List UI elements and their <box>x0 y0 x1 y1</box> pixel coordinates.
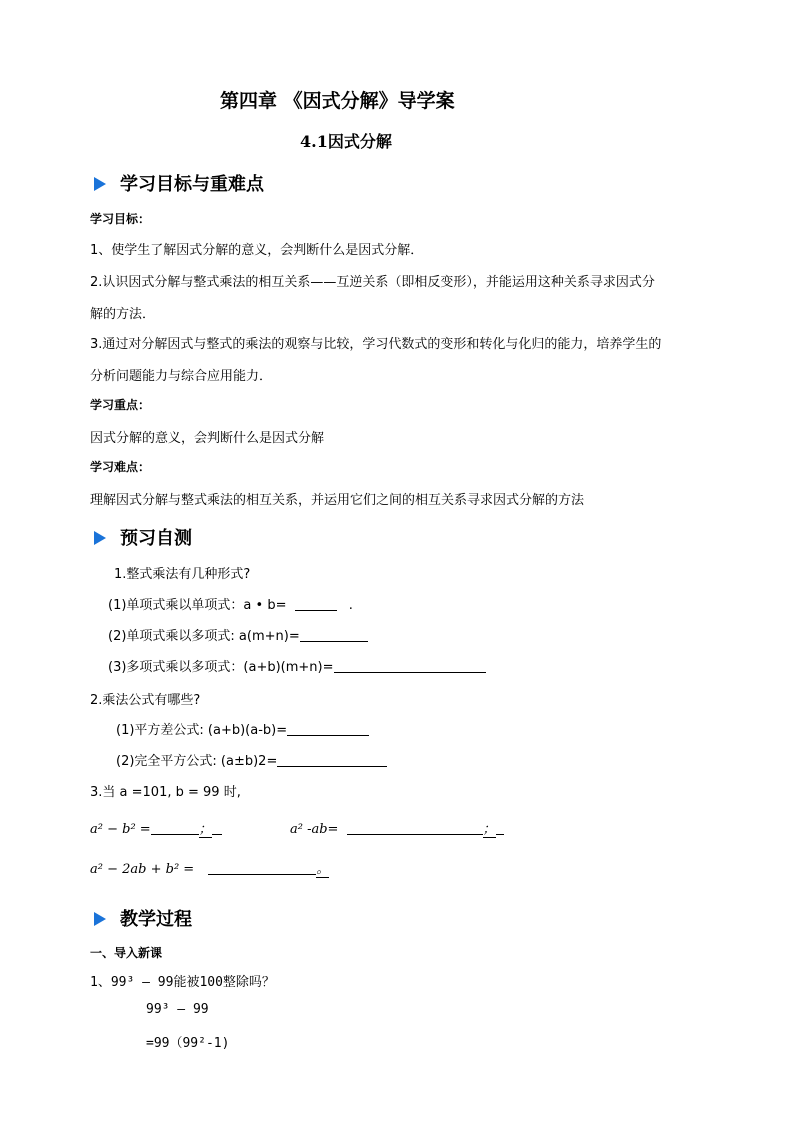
question-3b <box>290 818 504 837</box>
math-expression: a² − b² = <box>90 822 151 837</box>
answer-blank[interactable] <box>277 753 387 767</box>
example-line: 99³ – 99 <box>146 1002 209 1017</box>
question-end: 。 <box>316 862 330 877</box>
section-heading-text: 预习自测 <box>120 528 192 549</box>
example-line: 1、99³ – 99能被100整除吗？ <box>90 975 275 990</box>
answer-blank-tail <box>212 821 222 835</box>
question-text: (1)平方差公式: (a+b)(a-b)= <box>116 723 288 738</box>
question-end: . <box>348 598 353 613</box>
section-heading-process <box>94 905 192 931</box>
triangle-bullet-icon <box>94 912 106 926</box>
goal-label: 学习目标： <box>90 212 151 226</box>
question-1c <box>108 656 486 675</box>
question-end: ； <box>198 822 212 837</box>
answer-blank[interactable] <box>208 861 316 875</box>
question-text: (3)多项式乘以多项式：(a+b)(m+n)= <box>108 660 334 675</box>
subsection-label: 一、导入新课 <box>90 946 163 960</box>
section-heading-text: 教学过程 <box>120 909 192 930</box>
answer-blank[interactable] <box>287 722 369 736</box>
answer-blank[interactable] <box>295 597 337 611</box>
question-1a <box>108 594 353 613</box>
question-text: (2)单项式乘以多项式: a(m+n)= <box>108 629 300 644</box>
key-text: 因式分解的意义，会判断什么是因式分解 <box>90 431 325 446</box>
page-title: 第四章 《因式分解》导学案 <box>220 90 455 112</box>
answer-blank[interactable] <box>300 628 368 642</box>
answer-blank[interactable] <box>334 659 486 673</box>
question-2b <box>116 750 387 769</box>
question-3: 3.当 a =101, b = 99 时, <box>90 785 241 800</box>
section-heading-preview <box>94 524 192 550</box>
question-3c <box>90 858 329 877</box>
question-1: 1.整式乘法有几种形式? <box>114 567 251 582</box>
answer-blank-tail <box>496 821 504 835</box>
triangle-bullet-icon <box>94 531 106 545</box>
section-heading-text: 学习目标与重难点 <box>120 174 264 195</box>
example-line: =99（99²-1) <box>146 1036 230 1051</box>
question-3a <box>90 818 222 837</box>
key-label: 学习重点： <box>90 398 151 412</box>
math-expression: a² − 2ab + b² = <box>90 862 195 877</box>
difficulty-text: 理解因式分解与整式乘法的相互关系，并运用它们之间的相互关系寻求因式分解的方法 <box>90 493 585 508</box>
triangle-bullet-icon <box>94 177 106 191</box>
page-subtitle: 4.1因式分解 <box>300 132 392 151</box>
goal-line: 解的方法． <box>90 307 156 322</box>
answer-blank[interactable] <box>347 821 483 835</box>
question-text: (1)单项式乘以单项式：a • b= <box>108 598 287 613</box>
goal-line: 分析问题能力与综合应用能力． <box>90 369 273 384</box>
answer-blank[interactable] <box>151 821 199 835</box>
section-heading-goals <box>94 170 264 196</box>
math-expression: a² -ab= <box>290 822 339 837</box>
question-1b <box>108 625 368 644</box>
question-2a <box>116 719 369 738</box>
goal-line: 2.认识因式分解与整式乘法的相互关系——互逆关系（即相反变形），并能运用这种关系寻求因式分 <box>90 275 655 290</box>
question-text: (2)完全平方公式: (a±b)2= <box>116 754 278 769</box>
difficulty-label: 学习难点： <box>90 460 151 474</box>
question-end: ； <box>482 822 496 837</box>
question-2: 2.乘法公式有哪些? <box>90 693 201 708</box>
goal-line: 1、使学生了解因式分解的意义，会判断什么是因式分解． <box>90 243 424 258</box>
goal-line: 3.通过对分解因式与整式的乘法的观察与比较，学习代数式的变形和转化与化归的能力，培养学生的 <box>90 337 662 352</box>
